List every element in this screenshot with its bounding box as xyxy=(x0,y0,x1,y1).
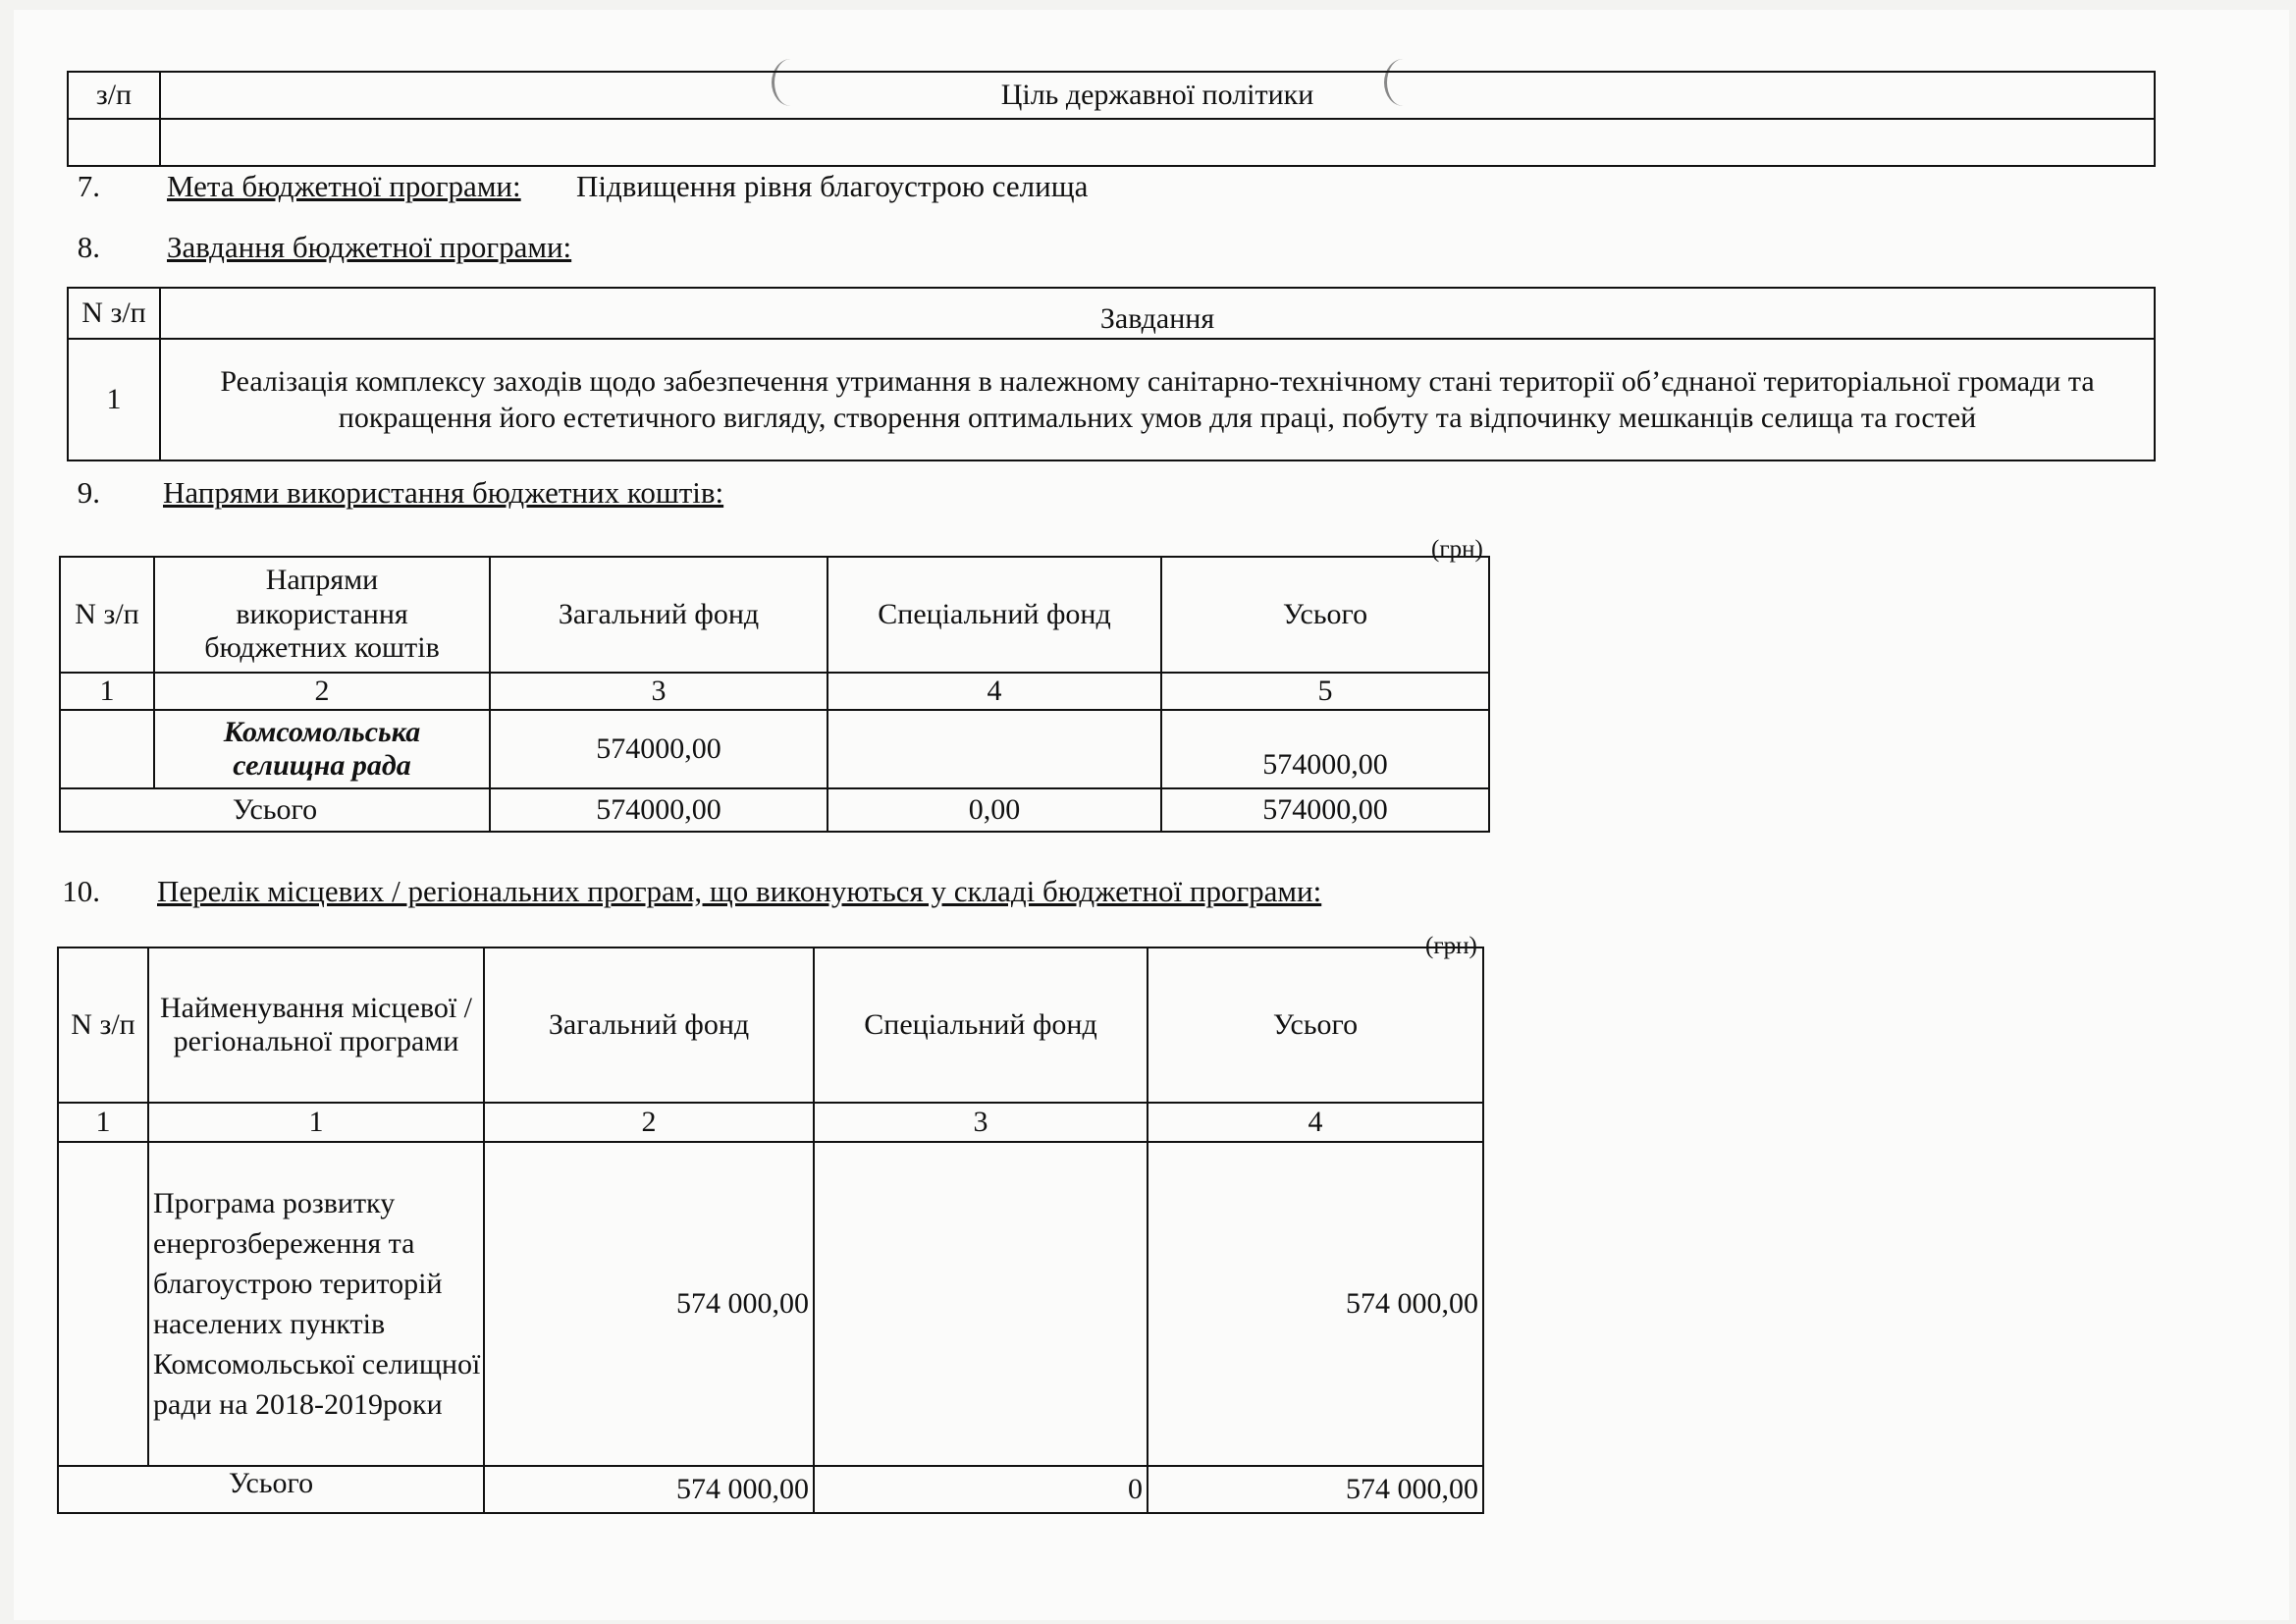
section-8-number: 8. xyxy=(77,230,100,264)
programs-colnum-1: 1 xyxy=(58,1103,148,1142)
section-7-number: 7. xyxy=(77,169,100,203)
section-9-title: Напрями використання бюджетних коштів: xyxy=(163,475,724,510)
programs-unit-label: (грн) xyxy=(1425,933,1477,959)
tasks-col-title: Завдання xyxy=(160,288,2155,339)
directions-colnum-5: 5 xyxy=(1161,673,1489,710)
directions-table xyxy=(59,556,1490,833)
table-row xyxy=(60,710,1489,788)
section-8 xyxy=(31,230,2191,269)
directions-row-no xyxy=(60,710,154,788)
section-7 xyxy=(31,169,2191,208)
tasks-col-no: N з/п xyxy=(68,288,160,339)
goal-table xyxy=(67,71,2156,167)
programs-total-special: 0 xyxy=(814,1466,1148,1513)
table-total-row xyxy=(60,788,1489,832)
directions-colnum-2: 2 xyxy=(154,673,490,710)
section-7-title: Мета бюджетної програми: xyxy=(167,169,521,203)
programs-colnum-2: 1 xyxy=(148,1103,484,1142)
directions-col-total: Усього xyxy=(1161,557,1489,673)
programs-col-name: Найменування місцевої / регіональної програми xyxy=(148,947,484,1103)
table-row xyxy=(58,1142,1483,1466)
section-9-number: 9. xyxy=(77,475,100,510)
section-10-number: 10. xyxy=(62,874,100,908)
programs-col-no: N з/п xyxy=(58,947,148,1103)
directions-col-name: Напрями використання бюджетних коштів xyxy=(154,557,490,673)
directions-row-special xyxy=(828,710,1161,788)
directions-col-general: Загальний фонд xyxy=(490,557,828,673)
directions-total-general: 574000,00 xyxy=(490,788,828,832)
goal-col-no: з/п xyxy=(68,72,160,119)
section-7-value: Підвищення рівня благоустрою селища xyxy=(576,169,1089,203)
directions-colnum-1: 1 xyxy=(60,673,154,710)
programs-row-total: 574 000,00 xyxy=(1148,1142,1483,1466)
task-text: Реалізація комплексу заходів щодо забезпечення утримання в належному санітарно-технічному стані території об’єднаної територіальної громади та покращення його естетичного вигляду, створення оптимальних умов для праці, побуту та відпочинку мешканців селища та гостей xyxy=(160,339,2155,460)
table-row xyxy=(68,339,2155,460)
directions-row-name: Комсомольська селищна рада xyxy=(154,710,490,788)
directions-total-label: Усього xyxy=(60,788,490,832)
programs-row-general: 574 000,00 xyxy=(484,1142,814,1466)
programs-table xyxy=(57,947,1484,1514)
directions-col-special: Спеціальний фонд xyxy=(828,557,1161,673)
goal-col-title: Ціль державної політики xyxy=(160,72,2155,119)
section-10 xyxy=(31,874,2191,913)
goal-empty-value xyxy=(160,119,2155,166)
directions-colnum-4: 4 xyxy=(828,673,1161,710)
programs-colnum-5: 4 xyxy=(1148,1103,1483,1142)
programs-col-total: Усього xyxy=(1148,947,1483,1103)
tasks-table xyxy=(67,287,2156,461)
section-8-title: Завдання бюджетної програми: xyxy=(167,230,572,264)
directions-colnum-3: 3 xyxy=(490,673,828,710)
programs-col-general: Загальний фонд xyxy=(484,947,814,1103)
programs-total-total: 574 000,00 xyxy=(1148,1466,1483,1513)
programs-row-no xyxy=(58,1142,148,1466)
programs-row-name: Програма розвитку енергозбереження та благоустрою територій населених пунктів Комсомольської селищної ради на 2018-2019роки xyxy=(148,1142,484,1466)
table-total-row xyxy=(58,1466,1483,1513)
programs-row-special xyxy=(814,1142,1148,1466)
programs-total-label: Усього xyxy=(58,1466,484,1513)
programs-colnum-3: 2 xyxy=(484,1103,814,1142)
programs-col-special: Спеціальний фонд xyxy=(814,947,1148,1103)
programs-total-general: 574 000,00 xyxy=(484,1466,814,1513)
directions-unit-label: (грн) xyxy=(1431,536,1483,563)
directions-total-special: 0,00 xyxy=(828,788,1161,832)
directions-row-total: 574000,00 xyxy=(1161,710,1489,788)
goal-empty-no xyxy=(68,119,160,166)
directions-row-general: 574000,00 xyxy=(490,710,828,788)
section-9 xyxy=(31,475,2191,514)
task-no: 1 xyxy=(68,339,160,460)
directions-col-no: N з/п xyxy=(60,557,154,673)
programs-colnum-4: 3 xyxy=(814,1103,1148,1142)
directions-total-total: 574000,00 xyxy=(1161,788,1489,832)
section-10-title: Перелік місцевих / регіональних програм, що виконуються у складі бюджетної програми: xyxy=(157,874,1322,908)
